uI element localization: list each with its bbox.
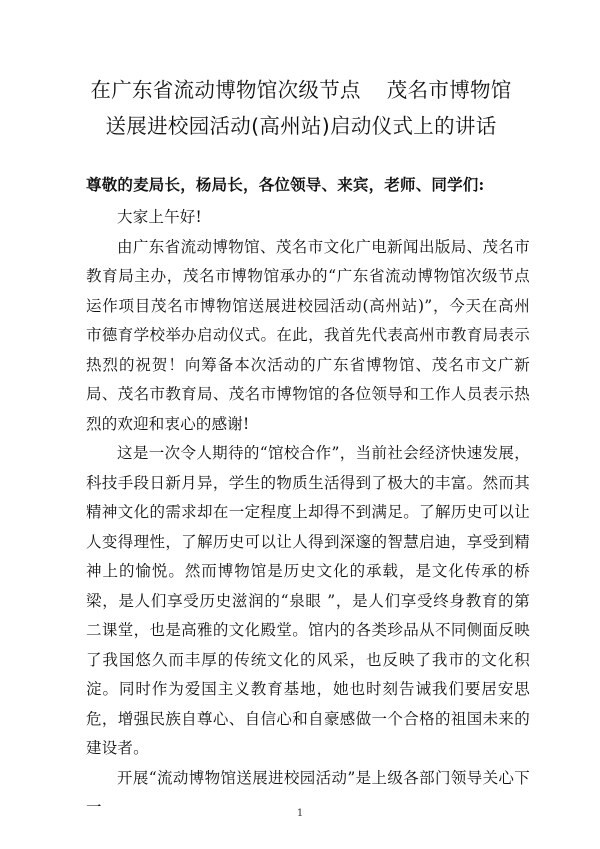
paragraph-activity: 开展“流动博物馆送展进校园活动”是上级各部门领导关心下一 [86, 768, 530, 816]
page-number: 1 [296, 808, 304, 819]
paragraph-intro: 由广东省流动博物馆、茂名市文化广电新闻出版局、茂名市教育局主办，茂名市博物馆承办的“广东省流动博物馆次级节点运作项目茂名市博物馆送展进校园活动(高州站)”，今天在高州市德育学校举办启动仪式。在此，我首先代表高州市教育局表示热烈的祝贺！向筹备本次活动的广东省博物馆、茂名市文广新局、茂名市教育局、茂名市博物馆的各位领导和工作人员表示热烈的欢迎和衷心的感谢! [86, 237, 530, 433]
title-line-1 [72, 72, 530, 108]
salutation: 尊敬的麦局长，杨局长，各位领导、来宾，老师、同学们: [86, 175, 485, 194]
paragraph-greeting: 大家上午好! [117, 208, 202, 226]
document-title [72, 72, 530, 144]
title-line-1-part-1: 在广东省流动博物馆次级节点 [90, 78, 361, 102]
title-line-1-part-2: 茂名市博物馆 [386, 78, 512, 102]
title-line-2: 送展进校园活动(高州站)启动仪式上的讲话 [105, 114, 497, 138]
paragraph-museum-significance: 这是一次令人期待的“馆校合作”，当前社会经济快速发展，科技手段日新月异，学生的物质生活得到了极大的丰富。然而其精神文化的需求却在一定程度上却得不到满足。了解历史可以让人变得理性，了解历史可以让人得到深邃的智慧启迪，享受到精神上的愉悦。然而博物馆是历史文化的承载，是文化传承的桥梁，是人们享受历史滋润的“泉眼 ”，是人们享受终身教育的第二课堂，也是高雅的文化殿堂。馆内的各类珍品从不同侧面反映了我国悠久而丰厚的传统文化的风采，也反映了我市的文化积淀。同时作为爱国主义教育基地，她也时刻告诫我们要居安思危，增强民族自尊心、自信心和自豪感做一个合格的祖国未来的建设者。 [86, 444, 530, 757]
